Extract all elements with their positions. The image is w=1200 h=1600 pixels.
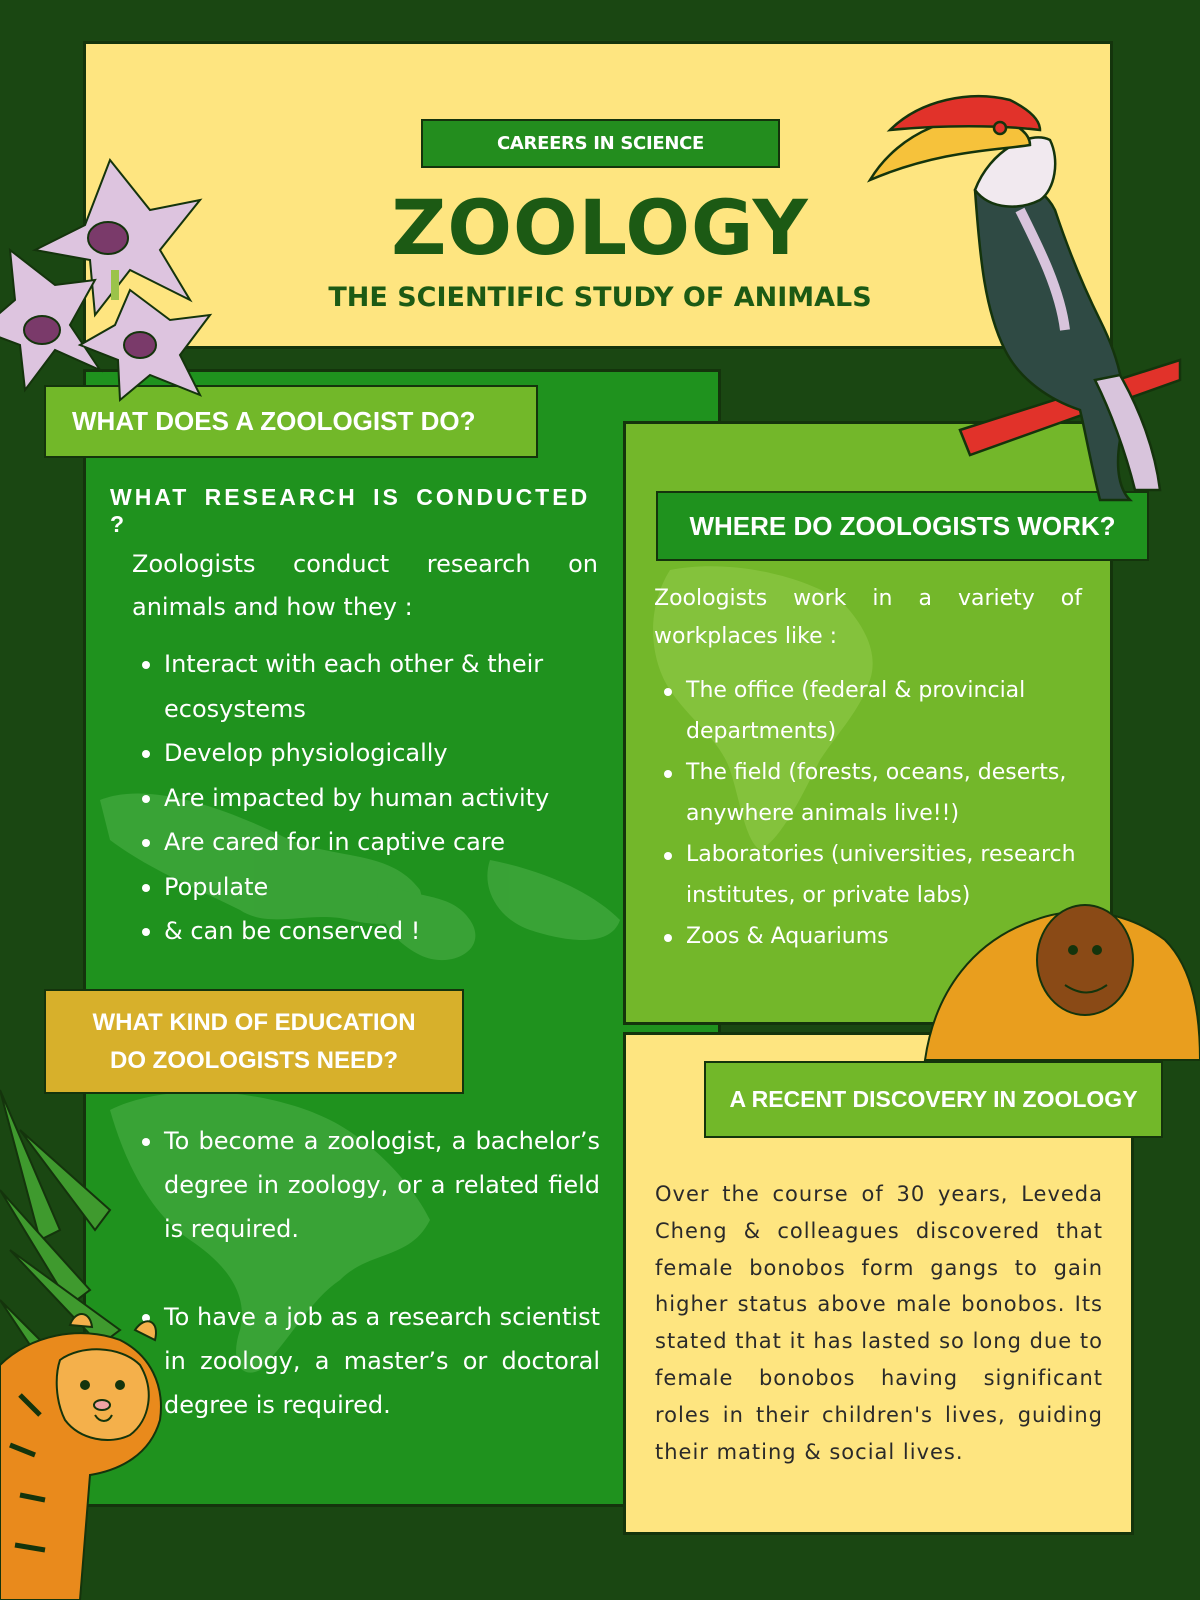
tiger-illustration — [0, 1305, 175, 1600]
list-item: Interact with each other & their ecosystems — [132, 642, 612, 731]
list-item: Develop physiologically — [132, 731, 612, 776]
list-item: Zoos & Aquariums — [654, 916, 1094, 957]
list-item: Are cared for in captive care — [132, 820, 612, 865]
list-item: Are impacted by human activity — [132, 776, 612, 821]
discovery-text: Over the course of 30 years, Leveda Cheng & colleagues discovered that female bonobos form gangs to gain higher status above male bonobos. Its stated that it has lasted so long due to female bonobos having significant roles in their children's lives, guiding their mating & social lives. — [655, 1182, 1103, 1464]
what-zoologist-do-label: WHAT DOES A ZOOLOGIST DO? — [44, 385, 538, 458]
where-work-label: WHERE DO ZOOLOGISTS WORK? — [656, 491, 1149, 561]
hornbill-illustration — [880, 80, 1200, 510]
list-item: Laboratories (universities, research institutes, or private labs) — [654, 834, 1094, 916]
list-item: & can be conserved ! — [132, 909, 612, 954]
orchid-illustration — [0, 140, 220, 420]
research-subheading: WHAT RESEARCH IS CONDUCTED ? — [110, 484, 591, 537]
recent-discovery-label: A RECENT DISCOVERY IN ZOOLOGY — [704, 1061, 1163, 1138]
research-intro: Zoologists conduct research on animals and how they : — [132, 550, 598, 621]
page-title: ZOOLOGY — [391, 183, 809, 272]
list-item: The office (federal & provincial departments) — [654, 670, 1094, 752]
education-list — [132, 1119, 600, 1427]
education-label-line2: DO ZOOLOGISTS NEED? — [109, 1046, 398, 1074]
page-subtitle: THE SCIENTIFIC STUDY OF ANIMALS — [328, 282, 872, 313]
list-item: To become a zoologist, a bachelor’s degree in zoology, or a related field is required. — [132, 1119, 600, 1251]
orangutan-illustration — [915, 900, 1200, 1060]
list-item: The field (forests, oceans, deserts, anywhere animals live!!) — [654, 752, 1094, 834]
education-label-line1: WHAT KIND OF EDUCATION — [92, 1008, 416, 1036]
list-item: Populate — [132, 865, 612, 910]
research-list — [132, 642, 612, 954]
list-item: To have a job as a research scientist in zoology, a master’s or doctoral degree is required. — [132, 1295, 600, 1427]
category-badge: CAREERS IN SCIENCE — [421, 119, 780, 168]
workplaces-intro: Zoologists work in a variety of workplaces like : — [654, 586, 1082, 649]
